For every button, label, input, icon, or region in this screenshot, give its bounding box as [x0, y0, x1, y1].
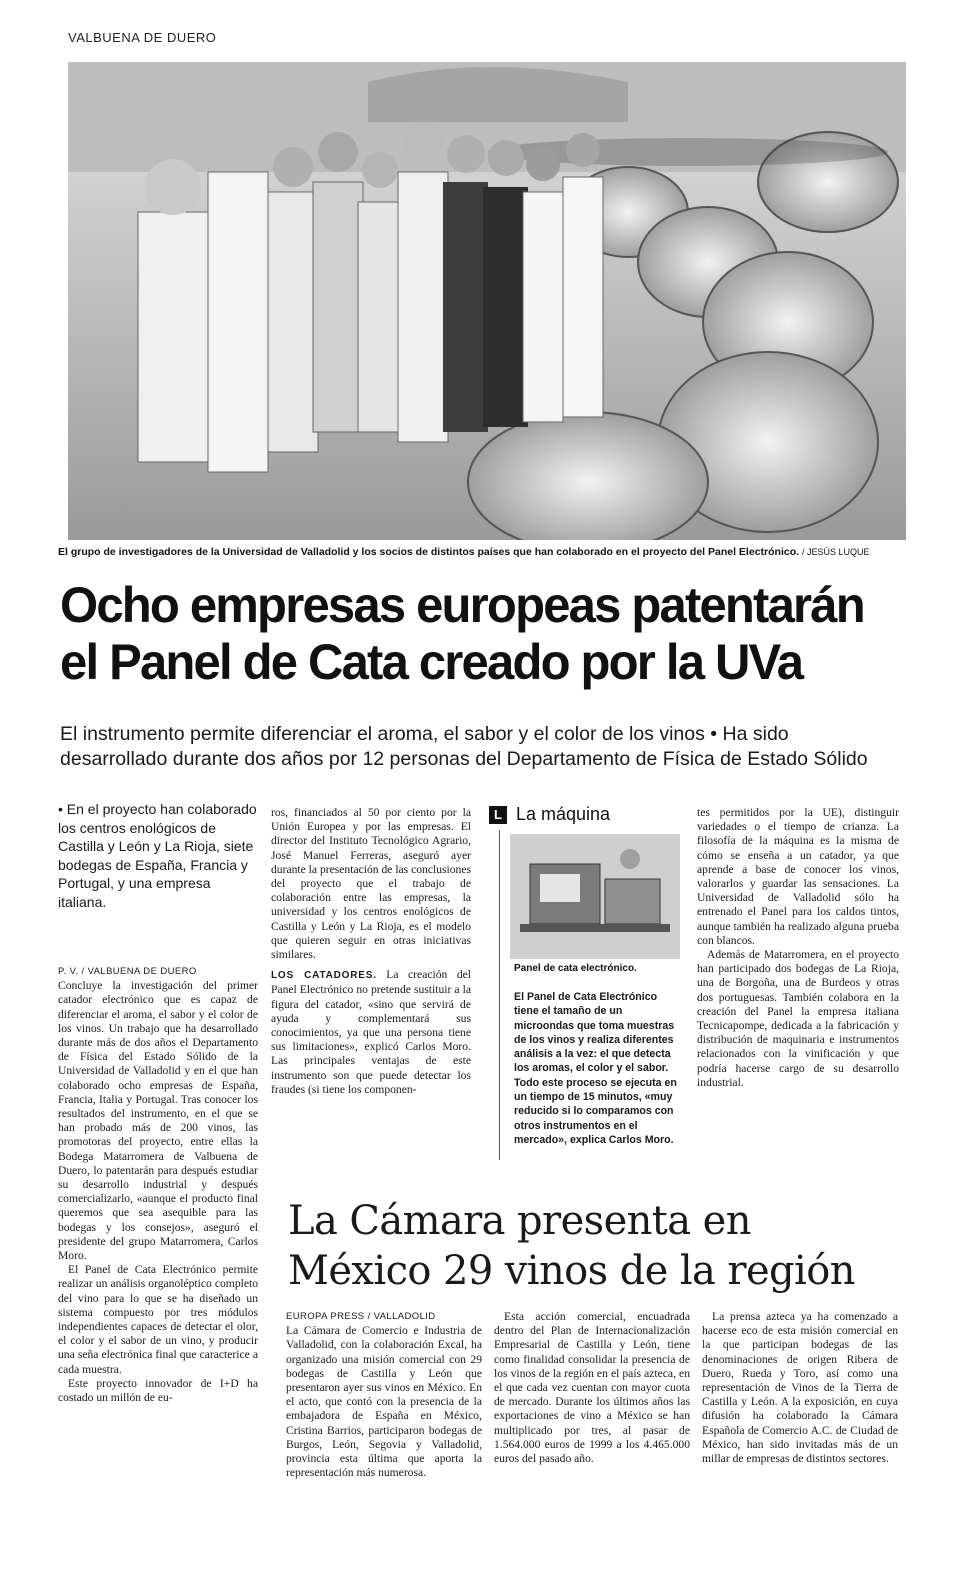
subheadline — [60, 722, 920, 772]
headline — [60, 577, 920, 691]
machine-illustration — [510, 834, 680, 959]
headline-line-1: Ocho empresas europeas patentarán — [60, 577, 864, 633]
article1-column-4 — [697, 806, 899, 1090]
paragraph: La prensa azteca ya ha comenzado a hacerse eco de esta misión comercial en la que participan bodegas de las denominaciones de origen Ribera de Duero, Rueda y Toro, así como una representación de Vinos de la Tierra de Castilla y León. A la exposición, en cuya difusión ha colaborado la Cámara Española de Comercio A.C. de Ciudad de México, han sido invitadas más de un millar de empresas de distintos sectores. — [702, 1310, 898, 1466]
paragraph-text: La creación del Panel Electrónico no pretende sustituir a la figura del catador, «sino que servirá de ayuda y complementará sus conocimientos, ya que una persona tiene sus limitaciones», explicó Carlos Moro. Las principales ventajas de este instrumento son que puede detectar los fraudes (si tiene los componen- — [271, 968, 471, 1096]
article2-column-2 — [494, 1310, 690, 1466]
article2-column-1 — [286, 1310, 482, 1480]
paragraph: ros, financiados al 50 por ciento por la Unión Europea y por las empresas. El director del Instituto Tecnológico Agrario, José Manuel Ferreras, aseguró ayer durante la presentación de las conclusiones del proyecto que el trabajo de colaboración entre las empresas, la universidad y los centros enológicos de Castilla y León y La Rioja, es el modelo que quieren seguir en otras iniciativas similares. — [271, 806, 471, 962]
byline: P. V. / VALBUENA DE DUERO — [58, 966, 197, 977]
headline-2-line-1: La Cámara presenta en — [288, 1198, 751, 1244]
paragraph: La Cámara de Comercio e Industria de Valladolid, con la colaboración Excal, ha organizado una misión comercial con 29 bodegas de Castilla y León que presentaron ayer sus vinos en México. En el acto, que contó con la presencia de la embajadora de España en México, Cristina Barrios, participaron bodegas de Burgos, León, Segovia y Valladolid, provincia esta última que aporta la representación más numerosa. — [286, 1324, 482, 1480]
paragraph: El Panel de Cata Electrónico permite realizar un análisis organoléptico completo del vino para lo que se ha diseñado un sistema compuesto por tres módulos independientes capaces de detectar el olor, el color y el sabor de un vino, y producir una seña electrónica final que caracterice a cada muestra. — [58, 1263, 258, 1376]
section-label — [68, 30, 216, 45]
sidebar-photo — [510, 834, 680, 959]
paragraph: Esta acción comercial, encuadrada dentro del Plan de Internacionalización Empresarial de Castilla y León, tiene como finalidad consolidar la presencia de los vinos de la región en el país azteca, en el que cada vez cuentan con mayor cuota de mercado. Durante los últimos años las exportaciones de vino a México se han multiplicado por tres, al pasar de 1.564.000 euros de 1999 a los 4.465.000 euros del pasado año. — [494, 1310, 690, 1466]
photo-credit: / JESÚS LUQUE — [801, 547, 870, 557]
byline-2: EUROPA PRESS / VALLADOLID — [286, 1311, 436, 1322]
photo-illustration — [68, 62, 906, 540]
main-photo — [68, 62, 906, 540]
sidebar-text: El Panel de Cata Electrónico tiene el tamaño de un microondas que toma muestras de los vinos y realiza diferentes análisis a la vez: el que detecta los aromas, el color y el sabor. Todo este proceso se ejecuta en un tiempo de 15 minutos, «muy reducido si lo comparamos con otros instrumentos en el mercado», explica Carlos Moro. — [514, 991, 677, 1146]
sidebar-title — [490, 804, 610, 825]
photo-caption-text: El grupo de investigadores de la Universidad de Valladolid y los socios de distintos países que han colaborado en el proyecto del Panel Electrónico. — [58, 546, 800, 558]
paragraph — [271, 968, 471, 1097]
headline-2-line-2: México 29 vinos de la región — [288, 1248, 855, 1294]
paragraph: Además de Matarromera, en el proyecto han participado dos bodegas de La Rioja, una de Borgoña, una de Burdeos y otras dos portuguesas. También colabora en la creación del Panel la empresa italiana Tecnicapompe, dedicada a la fabricación y distribución de maquinaria e instrumentos relacionados con la vinificación y que podría hacerse cargo de su desarrollo industrial. — [697, 948, 899, 1089]
article2-column-3 — [702, 1310, 898, 1466]
people-group — [138, 122, 603, 472]
lead-summary: • En el proyecto han colaborado los centros enológicos de Castilla y León y La Rioja, siete bodegas de España, Francia y Portugal, y una empresa italiana. — [58, 801, 257, 910]
runin-heading: LOS CATADORES. — [271, 970, 377, 982]
paragraph: Este proyecto innovador de I+D ha costado un millón de eu- — [58, 1376, 258, 1405]
paragraph: Concluye la investigación del primer catador electrónico que es capaz de diferenciar el aroma, el sabor y el color de los vinos. Un trabajo que ha desarrollado durante más de dos años el Departamento de Física del Estado Sólido de la Universidad de Valladolid y en el que han colaborado ocho empresas de España, Francia, Italia y Portugal. Tras conocer los resultados del instrumento, en el que se han probado más de 200 vinos, las promotoras del proyecto, entre ellas la Bodega Matarromera de Valbuena de Duero, lo patentarán para después estudiar su desarrollo industrial y después comercializarlo, «aunque el producto final queremos que sea asequible para las bodegas y los consejos», aseguró el presidente del grupo Matarromera, Carlos Moro. — [58, 979, 258, 1263]
sidebar-caption: Panel de cata electrónico. — [514, 963, 637, 974]
headline-2 — [288, 1196, 908, 1296]
sidebar-logo: L — [489, 806, 507, 824]
subheadline-line-1: El instrumento permite diferenciar el aroma, el sabor y el color de los vinos • Ha sido — [60, 723, 789, 745]
sidebar-title-text: La máquina — [516, 804, 611, 824]
article1-column-2 — [271, 806, 471, 1097]
photo-caption — [58, 546, 908, 558]
headline-line-2: el Panel de Cata creado por la UVa — [60, 635, 803, 691]
sidebar-rule — [499, 830, 500, 1160]
subheadline-line-2: desarrollado durante dos años por 12 personas del Departamento de Física de Estado Sólido — [60, 748, 868, 770]
section-label-text: VALBUENA DE DUERO — [68, 30, 217, 45]
article1-column-1 — [58, 965, 258, 1405]
paragraph: tes permitidos por la UE), distinguir variedades o el tiempo de crianza. La filosofía de la máquina es la misma de cómo se enseña a un catador, ya que aprende a base de conocer los vinos, valorarlos y guardar las sensaciones. La Universidad de Valladolid sólo ha entrenado el Panel para los caldos tintos, aunque también ha realizado alguna prueba con blancos. — [697, 806, 899, 947]
